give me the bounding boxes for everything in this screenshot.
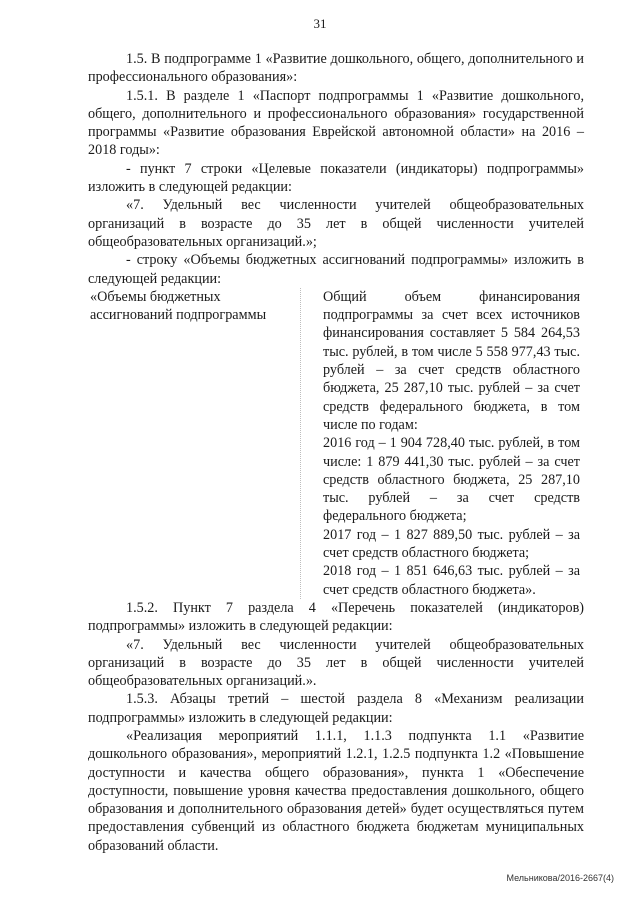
budget-table-text: 2016 год – 1 904 728,40 тыс. рублей, в том числе: 1 879 441,30 тыс. рублей – за счет средств областного бюджета, 25 287,10 тыс. рублей – за счет средств федерального бюджета; [323, 435, 580, 525]
document-body [88, 50, 584, 855]
paragraph: 1.5.2. Пункт 7 раздела 4 «Перечень показателей (индикаторов) подпрограммы» изложить в следующей редакции: [88, 599, 584, 635]
budget-table-text: 2018 год – 1 851 646,63 тыс. рублей – за счет средств областного бюджета». [323, 563, 580, 598]
paragraph: 1.5.3. Абзацы третий – шестой раздела 8 «Механизм реализации подпрограммы» изложить в следующей редакции: [88, 691, 584, 726]
paragraph: «Реализация мероприятий 1.1.1, 1.1.3 подпункта 1.1 «Развитие дошкольного образования», мероприятий 1.2.1, 1.2.5 подпункта 1.2 «Повышение доступности и качества общего образования», пункта 1 «Обеспечение доступности, повышение уровня качества предоставления дошкольного, общего образования и дополнительного образования детей» будет осуществляться путем предоставления субвенций из областного бюджета бюджетам муниципальных образований области. [88, 727, 584, 854]
paragraph: «7. Удельный вес численности учителей общеобразовательных организаций в возрасте до 35 лет в общей численности учителей общеобразовательных организаций.». [88, 636, 584, 690]
budget-table-text: 2017 год – 1 827 889,50 тыс. рублей – за счет средств областного бюджета; [323, 526, 580, 562]
budget-table-value-cell [300, 288, 584, 599]
footer-code: Мельникова/2016-2667(4) [506, 873, 614, 883]
budget-table-label-cell [88, 288, 300, 599]
paragraph: 1.5. В подпрограмме 1 «Развитие дошкольного, общего, дополнительного и профессионального образования»: [88, 51, 584, 86]
page-number: 31 [313, 16, 327, 31]
budget-table-label: «Объемы бюджетных ассигнований подпрограммы [90, 288, 267, 324]
paragraph: - строку «Объемы бюджетных ассигнований подпрограммы» изложить в следующей редакции: [88, 252, 584, 287]
paragraph: «7. Удельный вес численности учителей общеобразовательных организаций в возрасте до 35 лет в общей численности учителей общеобразовательных организаций.»; [88, 197, 584, 250]
budget-table [88, 288, 584, 599]
budget-table-text: Общий объем финансирования подпрограммы за счет всех источников финансирования составляет 5 584 264,53 тыс. рублей, в том числе 5 558 977,43 тыс. рублей – за счет средств областного бюджета, 25 287,10 тыс. рублей – за счет средств федерального бюджета, в том числе по годам: [323, 288, 580, 433]
paragraph: - пункт 7 строки «Целевые показатели (индикаторы) подпрограммы» изложить в следующей редакции: [88, 160, 584, 196]
paragraph: 1.5.1. В разделе 1 «Паспорт подпрограммы 1 «Развитие дошкольного, общего, дополнительного и профессионального образования» государственной программы «Развитие образования Еврейской автономной области» на 2016 – 2018 годы»: [88, 87, 584, 159]
